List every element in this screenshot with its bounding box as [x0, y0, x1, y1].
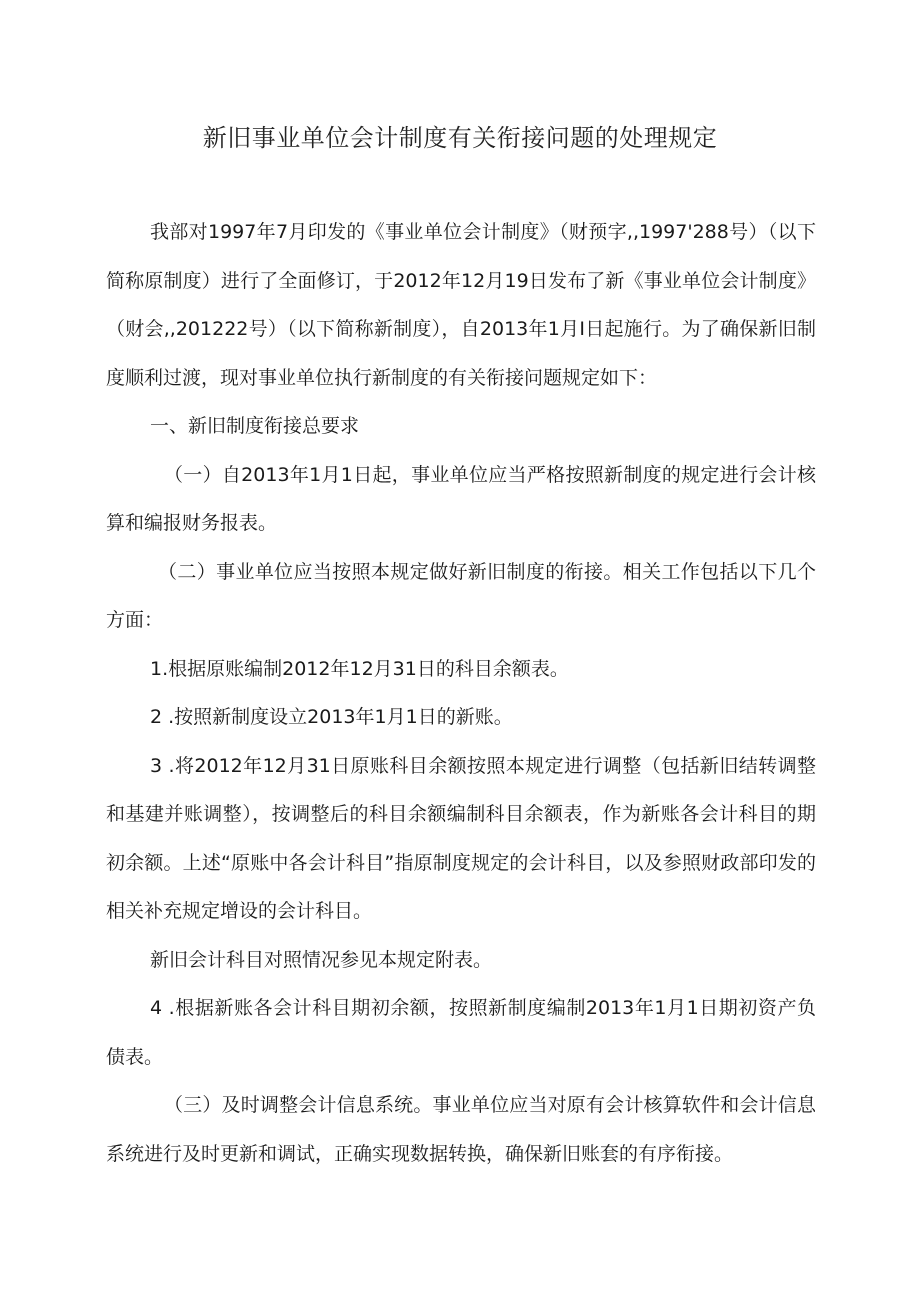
list-item-4: 4 .根据新账各会计科目期初余额，按照新制度编制2013年1月1日期初资产负债表。	[106, 997, 816, 1068]
paragraph-item-1: （一）自2013年1月1日起，事业单位应当严格按照新制度的规定进行会计核算和编报财务报表。	[106, 463, 816, 534]
list-item-3: 3 .将2012年12月31日原账科目余额按照本规定进行调整（包括新旧结转调整和基建并账调整），按调整后的科目余额编制科目余额表，作为新账各会计科目的期初余额。上述“原账中各会计科目”指原制度规定的会计科目，以及参照财政部印发的相关补充规定增设的会计科目。	[106, 754, 816, 922]
document-title: 新旧事业单位会计制度有关衔接问题的处理规定	[202, 124, 718, 152]
paragraph-item-3: （三）及时调整会计信息系统。事业单位应当对原有会计核算软件和会计信息系统进行及时更新和调试，正确实现数据转换，确保新旧账套的有序衔接。	[106, 1094, 816, 1165]
section-heading-1: 一、新旧制度衔接总要求	[150, 415, 360, 437]
paragraph-intro: 我部对1997年7月印发的《事业单位会计制度》（财预字,,1997'288号）（以下简称原制度）进行了全面修订，于2012年12月19日发布了新《事业单位会计制度》（财会,,201222号）（以下简称新制度），自2013年1月I日起施行。为了确保新旧制度顺利过渡，现对事业单位执行新制度的有关衔接问题规定如下：	[106, 221, 816, 389]
list-item-1: 1.根据原账编制2012年12月31日的科目余额表。	[150, 657, 569, 680]
document-body	[106, 208, 816, 1178]
list-item-2: 2 .按照新制度设立2013年1月1日的新账。	[150, 706, 513, 728]
paragraph-item-2: （二）事业单位应当按照本规定做好新旧制度的衔接。相关工作包括以下几个方面：	[106, 560, 816, 631]
paragraph-appendix-note: 新旧会计科目对照情况参见本规定附表。	[150, 948, 493, 971]
